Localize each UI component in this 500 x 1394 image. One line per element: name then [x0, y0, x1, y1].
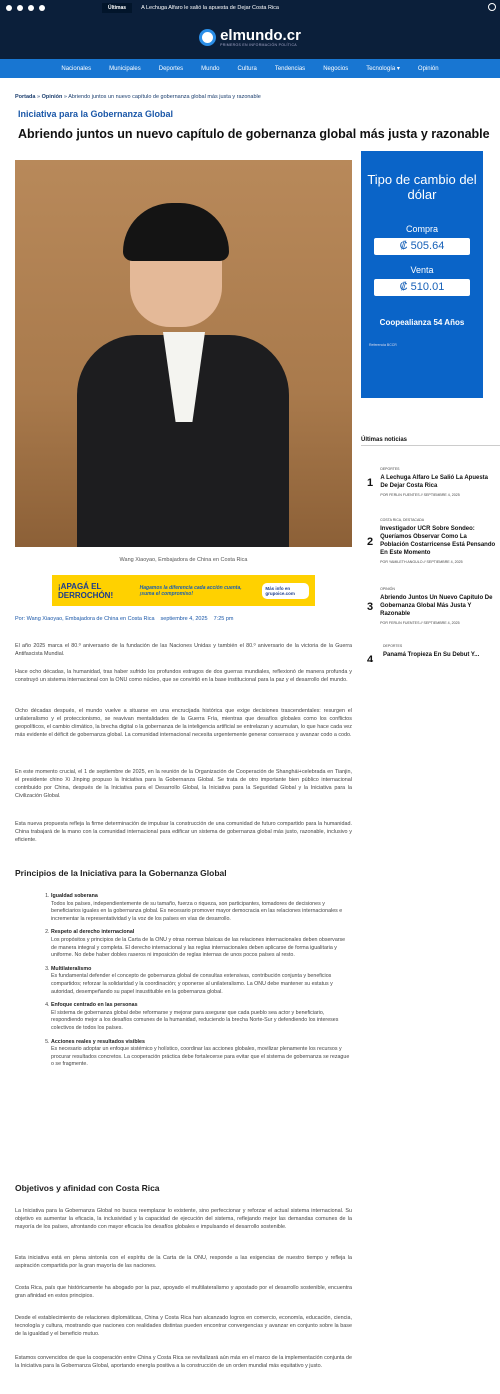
- list-item: [51, 1002, 352, 1032]
- paragraph-8: Costa Rica, país que históricamente ha abogado por la paz, apoyado el multilateralismo y apostado por el desarrollo sostenible, encuentra gran afinidad en estos principios.: [15, 1285, 352, 1299]
- breadcrumb: [15, 94, 261, 100]
- principles-list: [51, 893, 352, 1075]
- breadcrumb-separator: »: [35, 94, 42, 100]
- paragraph-9: Desde el establecimiento de relaciones diplomáticas, China y Costa Rica han alcanzado logros en comercio, economía, educación, ciencia, tecnología y cultura, mostrando que naciones con realidades distintas pueden encontrar convergencias y avanzar en conjunto sobre la base de la igualdad y el beneficio mutuo.: [15, 1315, 352, 1337]
- news-category: DEPORTES: [380, 467, 400, 471]
- site-logo[interactable]: [199, 28, 301, 47]
- principle-text: Es necesario adoptar un enfoque sistémico y holístico, coordinar las acciones globales, movilizar plenamente los recursos y procurar resultados concretos. La cooperación práctica debe fortalecerse para evitar que el sistema de gobernanza se rezague o se fragmente.: [51, 1046, 350, 1068]
- news-category: OPINIÓN: [380, 587, 395, 591]
- exchange-rate-widget[interactable]: [361, 151, 483, 398]
- article-photo: [15, 160, 352, 547]
- paragraph-5: Esta nueva propuesta refleja la firme determinación de impulsar la construcción de una comunidad de futuro compartido para la humanidad. China trabajará de la mano con la comunidad internacional para edificar un sistema de gobernanza global más justo, razonable, inclusivo y eficiente.: [15, 821, 352, 843]
- principle-text: Todos los países, independientemente de su tamaño, fuerza o riqueza, son participantes, tomadores de decisiones y beneficiarios iguales en la gobernanza global. Es necesario promover mayor democracia en las relaciones internacionales e incrementar la representatividad y la voz de los países en vías de desarrollo.: [51, 900, 343, 922]
- paragraph-3: Ocho décadas después, el mundo vuelve a situarse en una encrucijada histórica que exige decisiones trascendentales: resurgen el unilateralismo y el proteccionismo, se reavivan mentalidades de la Guerra Fría, mientras que desafíos globales como los conflictos geopolíticos, el cambio climático, la brecha digital o la gobernanza de la inteligencia artificial se entrelazan y acumulan, lo que hace cada vez más evidente el déficit de gobernanza global. La comunidad internacional necesita urgentemente generar consensos y avanzar codo a codo.: [15, 708, 352, 738]
- nav-item-mundo[interactable]: Mundo: [201, 65, 220, 72]
- instagram-icon[interactable]: [39, 5, 45, 11]
- principle-title: 4. Enfoque centrado en las personas: [51, 1002, 138, 1009]
- list-item[interactable]: [367, 644, 497, 662]
- exchange-title: Tipo de cambio del dólar: [367, 172, 477, 202]
- paragraph-4: En este momento crucial, el 1 de septiembre de 2025, en la reunión de la Organización de Cooperación de Shanghái+celebrada en Tianjin, el presidente chino Xi Jinping propuso la Iniciativa para la Gobernanza Global. Se trata de otro importante bien público internacional contribuido por China, después de la Iniciativa para el Desarrollo Global, la Iniciativa para la Seguridad Global y la Iniciativa para la Civilización Global.: [15, 769, 352, 799]
- list-item[interactable]: [367, 467, 497, 497]
- ultimas-label: Últimas: [102, 3, 132, 13]
- logo-tagline: PRIMEROS EN INFORMACIÓN POLÍTICA: [220, 42, 297, 47]
- photo-hair: [123, 203, 229, 261]
- latest-news-title: Últimas noticias: [361, 437, 408, 443]
- venta-label: Venta: [410, 265, 434, 275]
- sponsor-logo: [361, 318, 483, 327]
- news-ticker[interactable]: A Lechuga Alfaro le salió la apuesta de Dejar Costa Rica: [141, 4, 279, 11]
- twitter-icon[interactable]: [17, 5, 23, 11]
- list-item[interactable]: [367, 587, 497, 625]
- sponsor-years: 54 Años: [433, 318, 465, 327]
- nav-item-negocios[interactable]: Negocios: [323, 65, 349, 72]
- news-number: 1: [367, 477, 374, 489]
- news-number: 2: [367, 536, 374, 548]
- article-meta: [15, 616, 233, 622]
- principle-text: El sistema de gobernanza global debe reformarse y mejorar para asegurar que cada pueblo sea actor y beneficiario, respondiendo mejor a los desafíos comunes de la humanidad, reduciendo la brecha Norte-Sur y defendiendo los intereses colectivos de todos los países.: [51, 1009, 339, 1031]
- date: septiembre 4, 2025: [160, 616, 208, 622]
- nav-item-nacionales[interactable]: Nacionales: [61, 65, 92, 72]
- news-byline: POR FERLIN FUENTES // SEPTIEMBRE 4, 2025: [380, 493, 460, 497]
- paragraph-7: Esta iniciativa está en plena sintonía con el espíritu de la Carta de la ONU, responde a las exigencias de nuestro tiempo y refleja la aspiración compartida por la gran mayoría de las naciones.: [15, 1255, 352, 1269]
- list-item: [51, 966, 352, 996]
- news-byline: POR FERLIN FUENTES // SEPTIEMBRE 4, 2025: [380, 621, 460, 625]
- nav-item-municipales[interactable]: Municipales: [109, 65, 141, 72]
- principle-title: 3. Multilateralismo: [51, 965, 92, 972]
- ad-headline: ¡APAGÁ EL DERROCHÓN!: [58, 581, 114, 600]
- ad-banner[interactable]: [52, 575, 315, 606]
- objectives-heading: Objetivos y afinidad con Costa Rica: [15, 1183, 160, 1193]
- news-number: 3: [367, 601, 374, 613]
- principles-heading: Principios de la Iniciativa para la Gobernanza Global: [15, 868, 227, 878]
- principle-text: Los propósitos y principios de la Carta de la ONU y otras normas básicas de las relaciones internacionales deben observarse de manera integral y completa. El derecho internacional y las reglas internacionales deben aplicarse de forma igualitaria y uniforme. No debe haber dobles raseros ni imposición de reglas internas de unos pocos países al resto.: [51, 936, 346, 959]
- photo-caption: Wang Xiaoyao, Embajadora de China en Costa Rica: [119, 557, 248, 563]
- breadcrumb-current: Abriendo juntos un nuevo capítulo de gobernanza global más justa y razonable: [68, 94, 261, 100]
- paragraph-6: La Iniciativa para la Gobernanza Global no busca reemplazar lo existente, sino perfeccionar y reforzar el actual sistema internacional. Su objetivo es aumentar la eficacia, la inclusividad y la capacidad de ejecución del sistema, reflejando mejor las demandas comunes de la mayoría de los países, afrontando con mayor eficacia los desafíos globales e impulsando el desarrollo sostenible.: [15, 1208, 352, 1230]
- youtube-icon[interactable]: [28, 5, 34, 11]
- news-byline: POR YAMILETH ANGULO // SEPTIEMBRE 4, 2025: [380, 560, 463, 564]
- news-number: 4: [367, 654, 374, 662]
- list-item: [51, 1039, 352, 1069]
- news-category: DEPORTES: [383, 644, 403, 648]
- principle-text: Es fundamental defender el concepto de gobernanza global de consultas extensivas, contribución conjunta y beneficios compartidos; reforzar la solidaridad y la coordinación; y oponerse al unilateralismo. La ONU debe mantener su estatus y autoridad, desempeñando su papel insustituible en la gobernanza global.: [51, 973, 333, 995]
- nav-item-tecnologia[interactable]: Tecnología ▾: [366, 66, 400, 72]
- paragraph-1: El año 2025 marca el 80.º aniversario de la fundación de las Naciones Unidas y también el 80.º aniversario de la victoria de la Guerra Antifascista Mundial.: [15, 643, 352, 657]
- paragraph-2: Hace ocho décadas, la humanidad, tras haber sufrido los profundos estragos de dos guerras mundiales, reflexionó de manera profunda y construyó un sistema internacional con la ONU como núcleo, que se convirtió en la base institucional para la paz y el desarrollo del mundo.: [15, 669, 352, 683]
- divider: [361, 445, 500, 446]
- logo-text: elmundo.cr: [220, 26, 301, 44]
- article-kicker[interactable]: Iniciativa para la Gobernanza Global: [18, 109, 174, 119]
- nav-item-opinion[interactable]: Opinión: [417, 65, 439, 72]
- list-item[interactable]: [367, 518, 497, 564]
- compra-value: ₡ 505.64: [374, 238, 470, 255]
- top-bar: [0, 0, 500, 15]
- nav-item-cultura[interactable]: Cultura: [237, 65, 257, 72]
- main-nav: [0, 59, 500, 78]
- compra-label: Compra: [405, 224, 438, 234]
- breadcrumb-home[interactable]: Portada: [15, 94, 36, 100]
- author[interactable]: Por: Wang Xiaoyao, Embajadora de China en Costa Rica: [15, 616, 155, 622]
- principle-title: 2. Respeto al derecho internacional: [51, 929, 135, 936]
- principle-title: 1. Igualdad soberana: [51, 893, 98, 899]
- sponsor-name: Coopealianza: [379, 318, 432, 327]
- facebook-icon[interactable]: [6, 5, 12, 11]
- news-headline[interactable]: A Lechuga Alfaro Le Salió La Apuesta De Dejar Costa Rica: [380, 475, 488, 489]
- site-header: [0, 15, 500, 59]
- venta-value: ₡ 510.01: [374, 279, 470, 296]
- ad-slogan: Hagamos la diferencia cada acción cuenta, ¡suma el compromiso!: [139, 584, 242, 597]
- ad-link: Más info en grupoice.com: [262, 583, 309, 599]
- list-item: [51, 893, 352, 923]
- nav-item-deportes[interactable]: Deportes: [158, 65, 184, 72]
- time: 7:25 pm: [213, 616, 234, 622]
- paragraph-10: Estamos convencidos de que la cooperación entre China y Costa Rica se revitalizará aún más en el marco de la implementación conjunta de la Iniciativa para la Gobernanza Global, aportando energía positiva a la construcción de un orden mundial más equitativo y justo.: [15, 1355, 352, 1369]
- search-icon[interactable]: [488, 3, 496, 11]
- news-category: COSTA RICA, DESTACADA: [380, 518, 425, 522]
- breadcrumb-separator-2: »: [62, 94, 69, 100]
- news-headline[interactable]: Panamá Tropieza En Su Debut Y...: [383, 652, 480, 658]
- breadcrumb-section[interactable]: Opinión: [41, 94, 63, 100]
- principle-title: 5. Acciones reales y resultados visibles: [51, 1038, 145, 1045]
- list-item: [51, 929, 352, 959]
- article-title: Abriendo juntos un nuevo capítulo de gobernanza global más justa y razonable: [18, 127, 490, 141]
- nav-item-tendencias[interactable]: Tendencias: [274, 65, 306, 72]
- logo-icon: [199, 29, 216, 46]
- news-headline[interactable]: Investigador UCR Sobre Sondeo: Queríamos Observar Como La Población Costarricense Está Pensando En Este Momento: [380, 526, 496, 556]
- news-headline[interactable]: Abriendo Juntos Un Nuevo Capítulo De Gobernanza Global Más Justa Y Razonable: [380, 595, 493, 617]
- exchange-reference: Referencia BCCR: [369, 343, 397, 347]
